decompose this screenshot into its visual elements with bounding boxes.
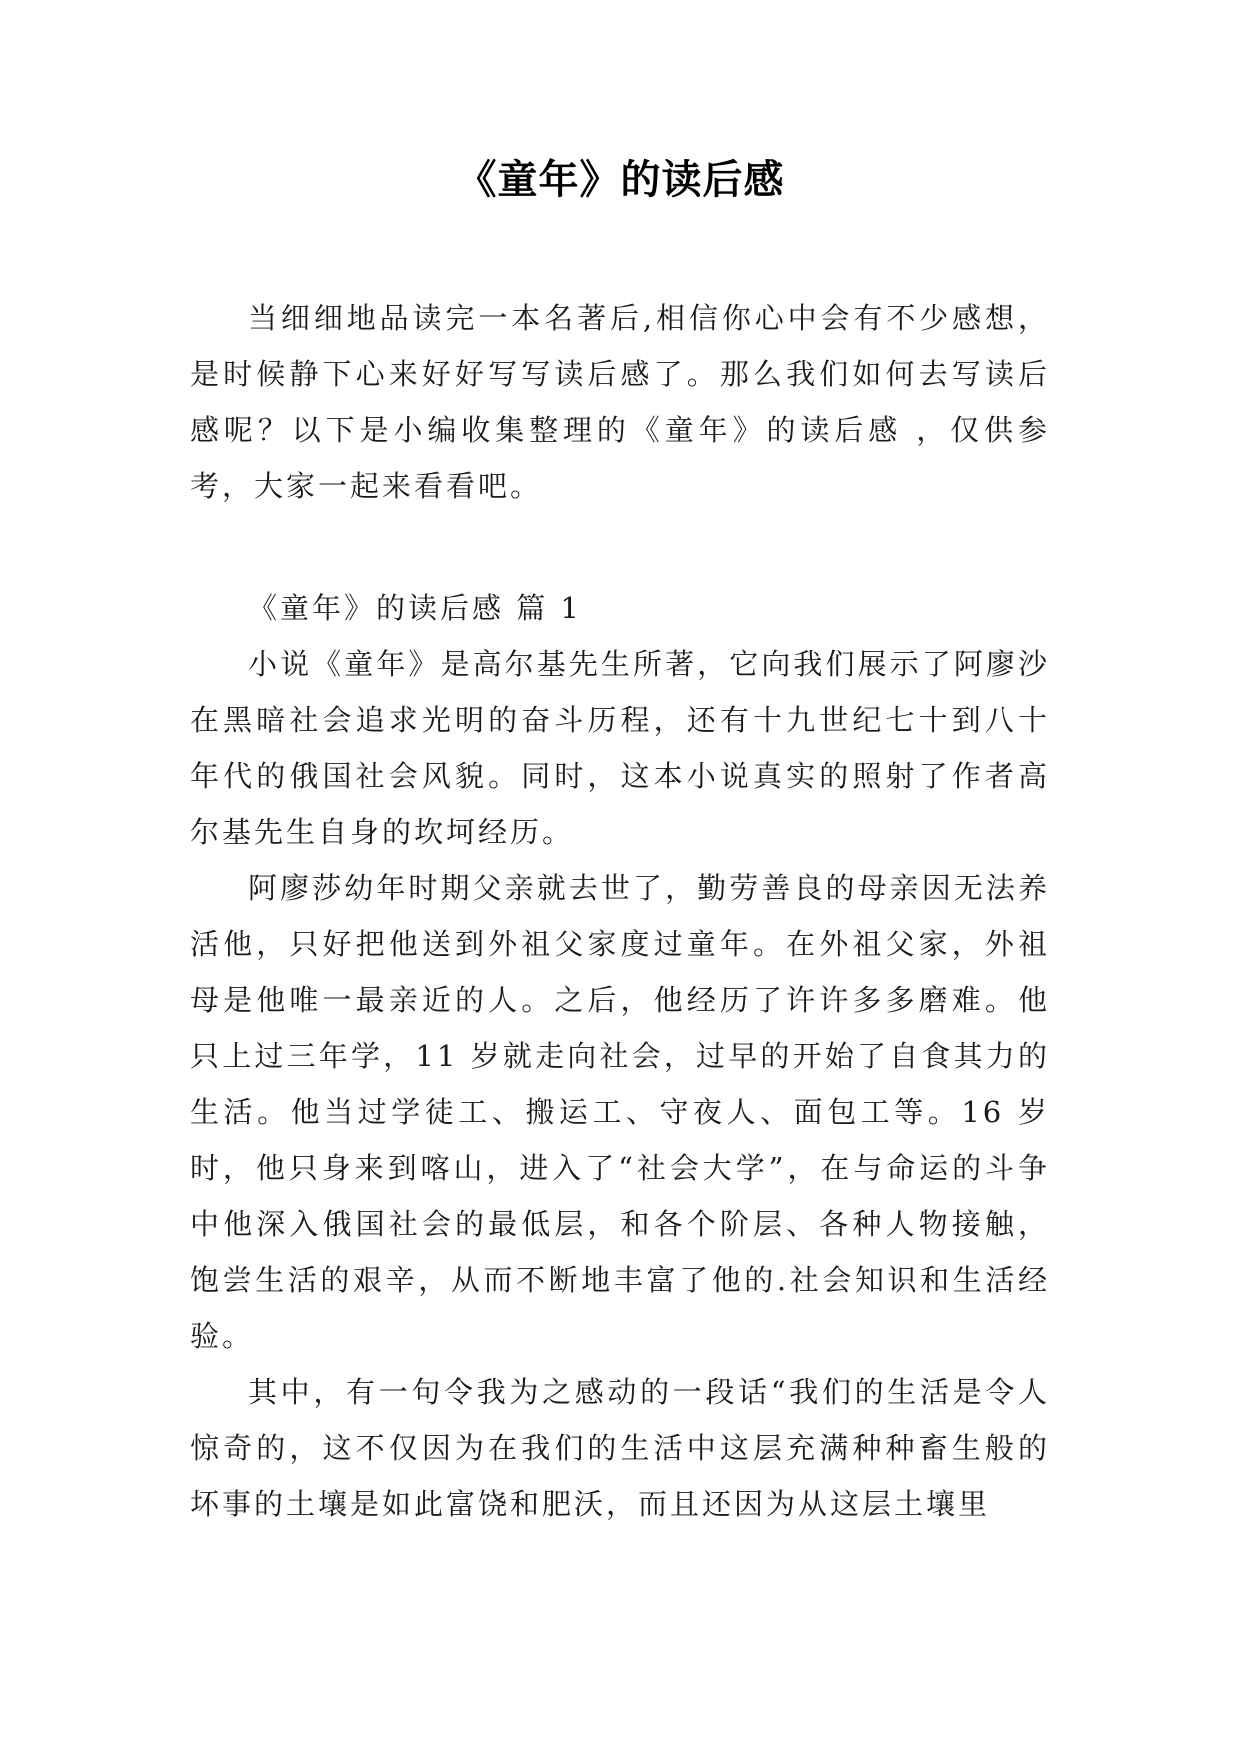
paragraph-3: 其中，有一句令我为之感动的一段话“我们的生活是令人惊奇的，这不仅因为在我们的生活中这层充满种种畜生般的坏事的土壤是如此富饶和肥沃，而且还因为从这层土壤里 [190,1375,1050,1521]
page-title: 《童年》的读后感 [456,157,785,203]
intro-block [190,290,1050,514]
intro-paragraph: 当细细地品读完一本名著后,相信你心中会有不少感想，是时候静下心来好好写写读后感了。那么我们如何去写读后感呢？以下是小编收集整理的《童年》的读后感 ，仅供参考，大家一起来看看吧。 [190,301,1050,503]
paragraph-2: 阿廖莎幼年时期父亲就去世了，勤劳善良的母亲因无法养活他，只好把他送到外祖父家度过童年。在外祖父家，外祖母是他唯一最亲近的人。之后，他经历了许许多多磨难。他只上过三年学，11 岁就走向社会，过早的开始了自食其力的生活。他当过学徒工、搬运工、守夜人、面包工等。16 岁时，他只身来到喀山，进入了“社会大学”，在与命运的斗争中他深入俄国社会的最低层，和各个阶层、各种人物接触，饱尝生活的艰辛，从而不断地丰富了他的.社会知识和生活经验。 [190,871,1050,1353]
paragraph-1: 小说《童年》是高尔基先生所著，它向我们展示了阿廖沙在黑暗社会追求光明的奋斗历程，还有十九世纪七十到八十年代的俄国社会风貌。同时，这本小说真实的照射了作者高尔基先生自身的坎坷经历。 [190,647,1050,849]
section-heading: 《童年》的读后感 篇 1 [248,591,582,625]
article-block [190,580,1050,1532]
